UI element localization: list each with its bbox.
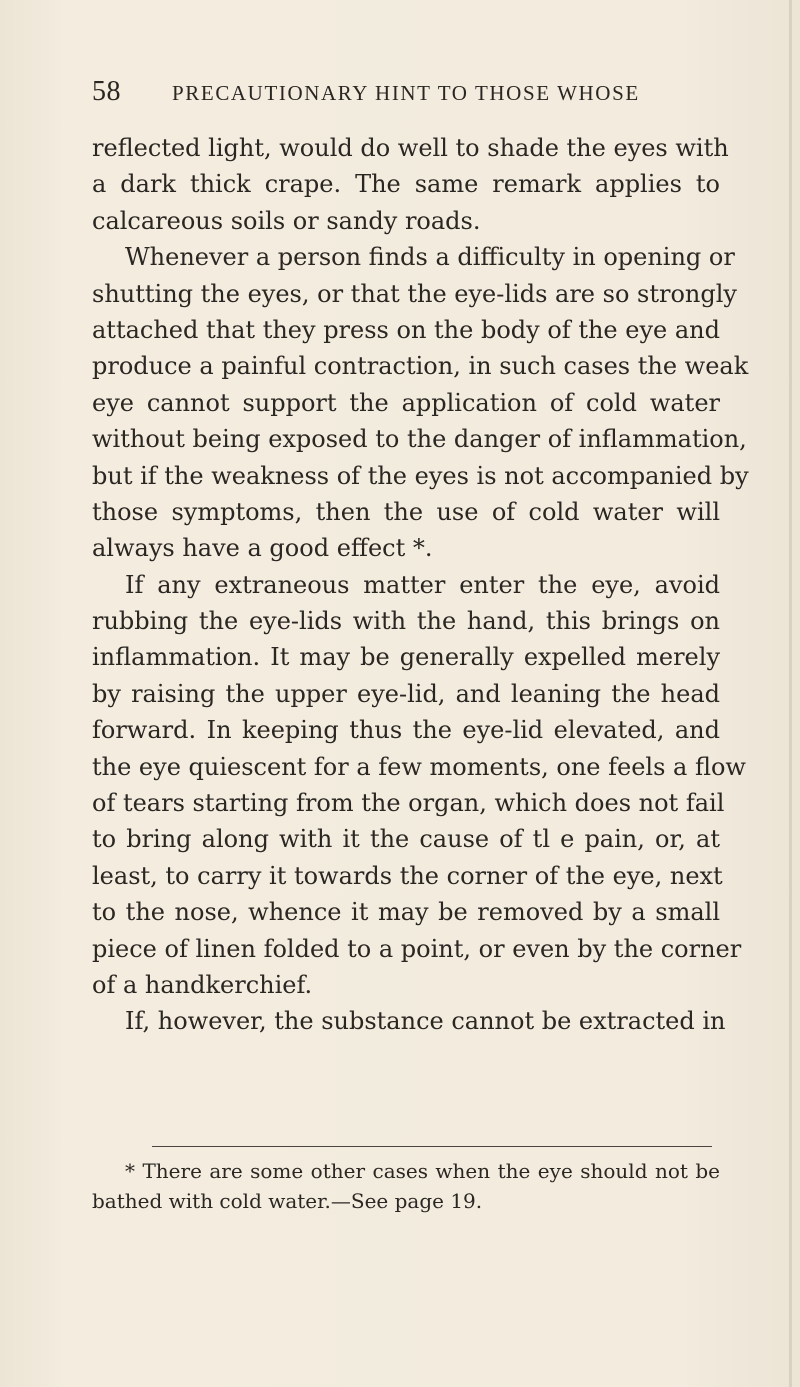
text-line: the eye quiescent for a few moments, one feels a flow bbox=[92, 752, 746, 781]
text-line: If, however, the substance cannot be extracted in bbox=[125, 1007, 726, 1036]
page-edge bbox=[789, 0, 792, 1387]
text-line: eye cannot support the application of cold water bbox=[92, 388, 720, 417]
running-head: PRECAUTIONARY HINT TO THOSE WHOSE bbox=[172, 81, 640, 105]
text-line: but if the weakness of the eyes is not accompanied by bbox=[92, 461, 749, 490]
text-line: forward. In keeping thus the eye-lid elevated, and bbox=[92, 716, 720, 745]
text-line: attached that they press on the body of the eye and bbox=[92, 315, 720, 344]
text-line: piece of linen folded to a point, or even by the corner bbox=[92, 934, 742, 963]
body-text bbox=[92, 130, 749, 1040]
footnote-line: * There are some other cases when the eye should not be bbox=[125, 1159, 720, 1183]
text-line: to bring along with it the cause of tl e pain, or, at bbox=[92, 825, 720, 854]
text-line: a dark thick crape. The same remark applies to bbox=[92, 170, 720, 199]
text-line: Whenever a person finds a difficulty in opening or bbox=[125, 243, 735, 272]
footnote bbox=[92, 1156, 720, 1216]
text-line: shutting the eyes, or that the eye-lids are so strongly bbox=[92, 279, 737, 308]
page-header bbox=[92, 76, 732, 116]
text-line: of a handkerchief. bbox=[92, 970, 313, 999]
text-line: calcareous soils or sandy roads. bbox=[92, 206, 481, 235]
text-line: by raising the upper eye-lid, and leaning the head bbox=[92, 679, 720, 708]
text-line: without being exposed to the danger of inflammation, bbox=[92, 425, 747, 454]
text-line: those symptoms, then the use of cold water will bbox=[92, 497, 720, 526]
footnote-rule bbox=[152, 1146, 712, 1147]
text-line: always have a good effect *. bbox=[92, 534, 433, 563]
text-line: reflected light, would do well to shade the eyes with bbox=[92, 134, 729, 162]
text-line: produce a painful contraction, in such cases the weak bbox=[92, 352, 749, 381]
text-line: of tears starting from the organ, which does not fail bbox=[92, 789, 725, 818]
text-line: rubbing the eye-lids with the hand, this brings on bbox=[92, 607, 720, 636]
text-line: If any extraneous matter enter the eye, avoid bbox=[125, 570, 720, 599]
text-line: inflammation. It may be generally expelled merely bbox=[92, 643, 720, 672]
page-number: 58 bbox=[92, 76, 121, 107]
footnote-line: bathed with cold water.—See page 19. bbox=[92, 1189, 483, 1213]
text-line: least, to carry it towards the corner of the eye, next bbox=[92, 861, 723, 890]
text-line: to the nose, whence it may be removed by a small bbox=[92, 898, 720, 927]
